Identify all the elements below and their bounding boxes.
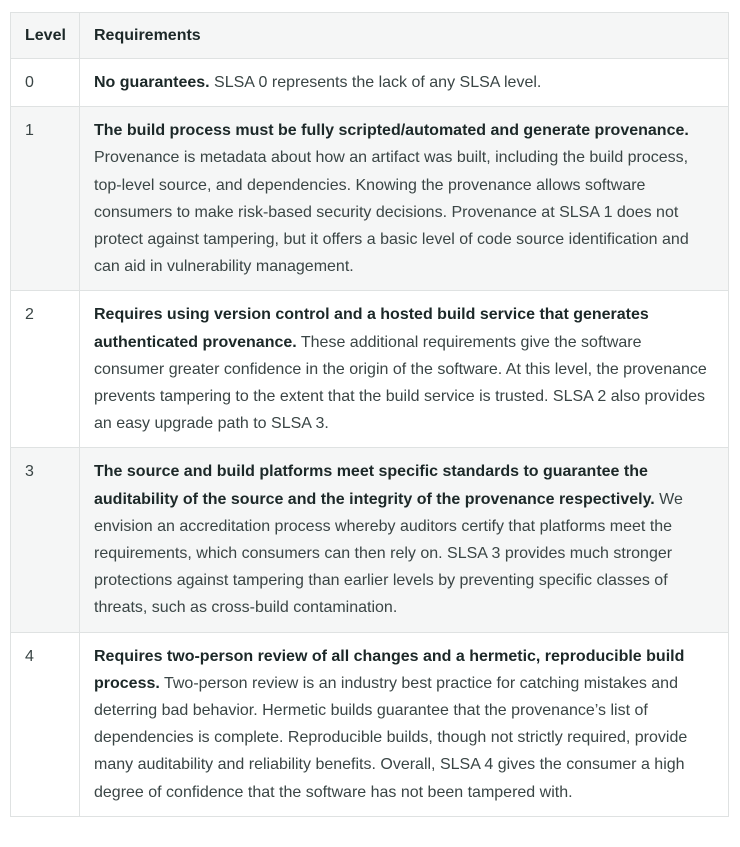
level-cell: 1 (11, 107, 80, 291)
header-level: Level (11, 13, 80, 59)
requirement-text: These additional requirements give the software consumer greater confidence in the origin of the software. At this level, the provenance prevents tampering to the extent that the build service is trusted. SLSA 2 also provides an easy upgrade path to SLSA 3. (94, 333, 707, 433)
level-cell: 3 (11, 448, 80, 632)
table-row (11, 632, 729, 816)
header-requirements: Requirements (80, 13, 729, 59)
requirement-text: Two-person review is an industry best practice for catching mistakes and deterring bad behavior. Hermetic builds guarantee that the provenance’s list of dependencies is complete. Reproducible builds, though not strictly required, provide many auditability and reliability benefits. Overall, SLSA 4 gives the consumer a high degree of confidence that the software has not been tampered with. (94, 674, 688, 801)
requirement-lead: Requires using version control and a hosted build service that generates authenticated provenance. (94, 306, 649, 351)
slsa-levels-table (10, 12, 729, 817)
table-header-row (11, 13, 729, 59)
requirements-cell (80, 107, 729, 291)
level-cell: 2 (11, 291, 80, 448)
requirement-text: We envision an accreditation process whereby auditors certify that platforms meet the requirements, which consumers can then rely on. SLSA 3 provides much stronger protections against tampering than earlier levels by preventing specific classes of threats, such as cross-build contamination. (94, 490, 683, 617)
level-cell: 0 (11, 59, 80, 107)
requirement-lead: Requires two-person review of all changes and a hermetic, reproducible build process. (94, 647, 685, 692)
requirement-lead: The source and build platforms meet specific standards to guarantee the auditability of the source and the integrity of the provenance respectively. (94, 463, 655, 508)
requirement-text: Provenance is metadata about how an artifact was built, including the build process, top-level source, and dependencies. Knowing the provenance allows software consumers to make risk-based security decisions. Provenance at SLSA 1 does not protect against tampering, but it offers a basic level of code source identification and can aid in vulnerability management. (94, 149, 689, 276)
requirements-cell (80, 291, 729, 448)
requirement-text: SLSA 0 represents the lack of any SLSA level. (209, 74, 542, 91)
requirements-cell (80, 448, 729, 632)
requirements-cell (80, 632, 729, 816)
table-row (11, 107, 729, 291)
table-row (11, 59, 729, 107)
requirement-lead: The build process must be fully scripted/automated and generate provenance. (94, 122, 689, 140)
requirement-lead: No guarantees. (94, 74, 210, 91)
requirements-cell (80, 59, 729, 107)
table-row (11, 448, 729, 632)
table-row (11, 291, 729, 448)
level-cell: 4 (11, 632, 80, 816)
